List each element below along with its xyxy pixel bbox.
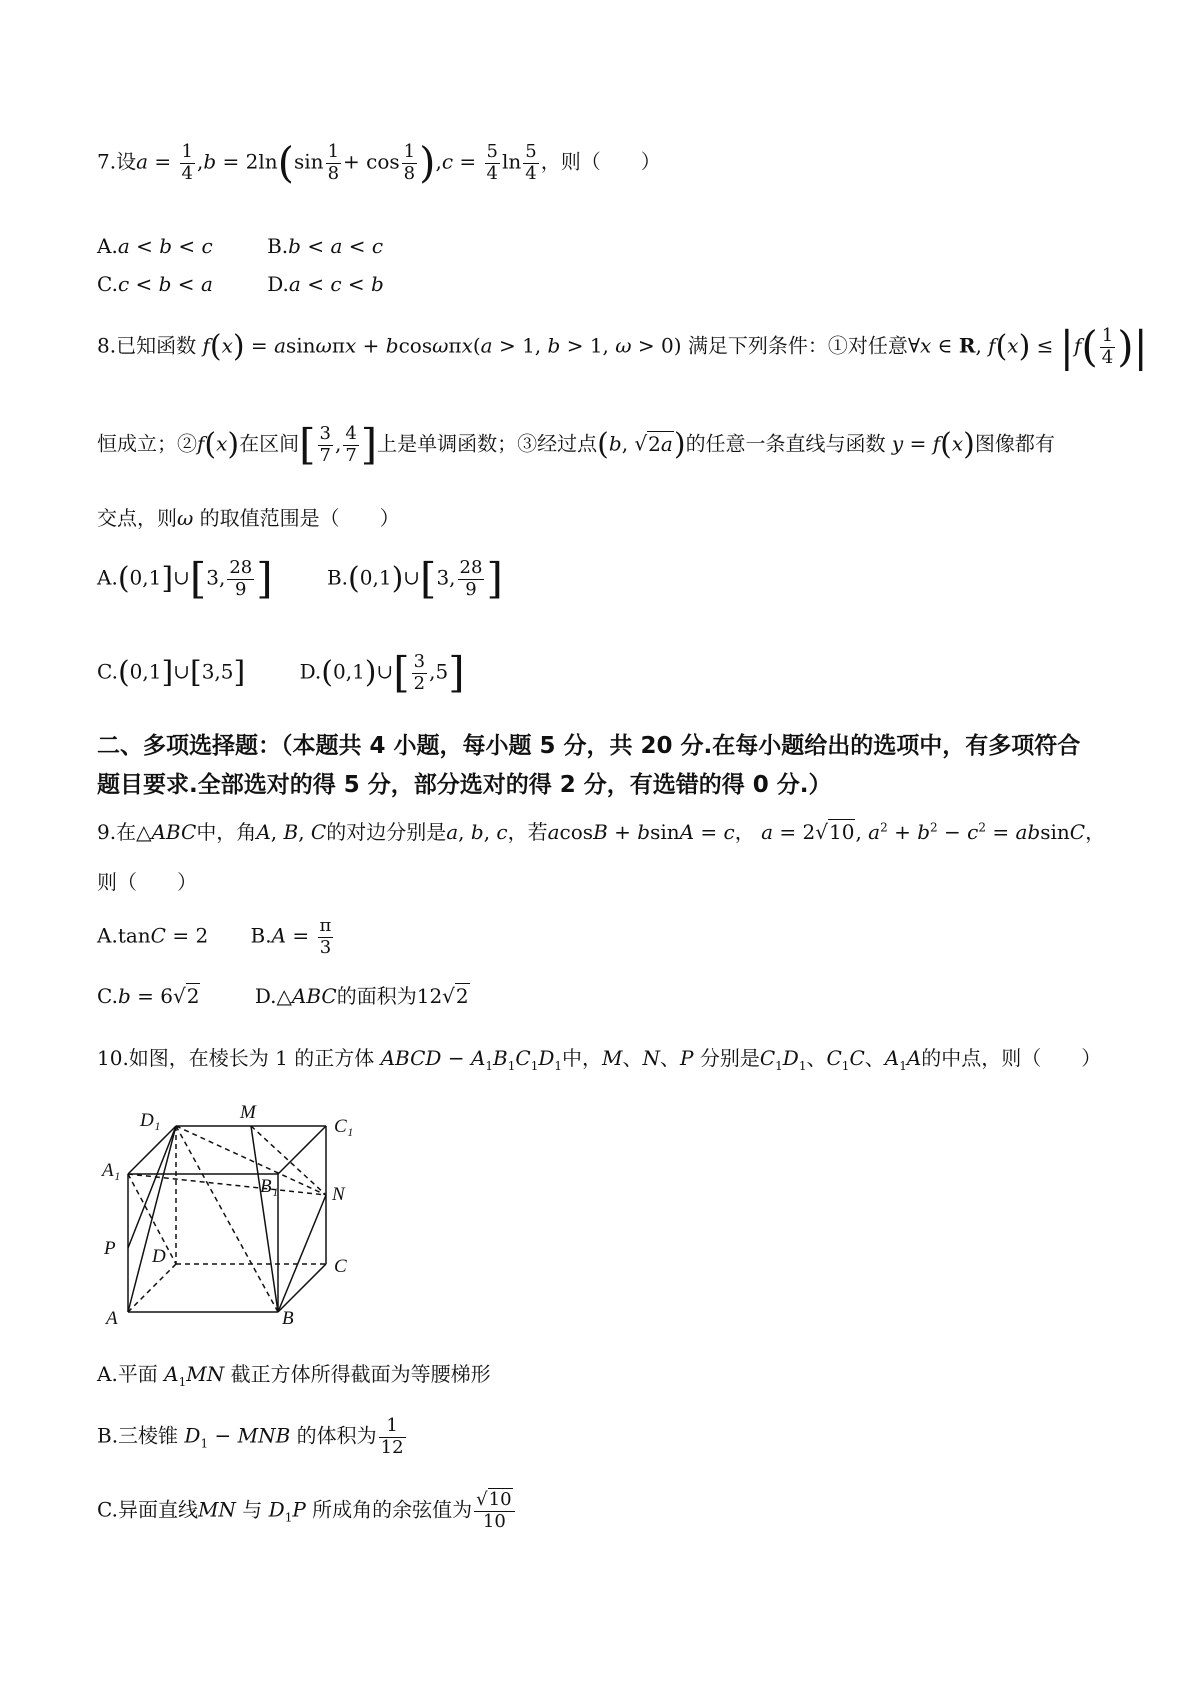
q10-option-a: A.平面 $A_1MN$ 截正方体所得截面为等腰梯形 (97, 1362, 491, 1389)
line-ad1 (128, 1126, 176, 1312)
q9-options-row1: A.tanC = 2 B.A = $\frac{\pi}{3}$ (97, 915, 332, 958)
section-heading-line1: 二、多项选择题：（本题共 4 小题，每小题 5 分，共 20 分.在每小题给出的选项中，有多项符合 (97, 733, 1081, 759)
label-m: M (240, 1102, 256, 1123)
label-d1: D₁ (140, 1110, 161, 1131)
edge-a1d1 (128, 1126, 176, 1174)
line-bn (278, 1195, 326, 1312)
edge-c1b1 (278, 1126, 326, 1174)
line-d1b (176, 1126, 278, 1312)
q10-stem: 10.如图，在棱长为 1 的正方体 ABCD − $A_1B_1C_1D_1$中，M、N、P 分别是$C_1D_1$、$C_1C$、$A_1A$的中点，则（ ） (97, 1046, 1102, 1073)
edge-da (128, 1264, 176, 1312)
label-a1: A₁ (102, 1160, 121, 1181)
label-c1: C₁ (334, 1116, 354, 1137)
label-p: P (104, 1238, 116, 1259)
line-d1n (176, 1126, 326, 1195)
label-b: B (282, 1308, 294, 1329)
q7-options-row2: C.c < b < a D.a < c < b (97, 272, 384, 296)
edge-bc (278, 1264, 326, 1312)
q7-options-row1: A.a < b < c B.b < a < c (97, 234, 384, 258)
q10-option-c: C.异面直线MN 与 $D_1P$ 所成角的余弦值为 $\frac{√10}{10}$ (97, 1490, 517, 1532)
label-a: A (106, 1308, 118, 1329)
line-pd1 (128, 1126, 176, 1248)
q9-options-row2: C.b = 6√2 D.△ABC的面积为12√2 (97, 984, 469, 1008)
q10-option-b: B.三棱锥 $D_1$ − MNB 的体积为 $\frac{1}{12}$ (97, 1415, 404, 1458)
q8-options-row2: C.(0,1]∪[3,5] D.(0,1)∪[ $\frac{3}{2}$ ,5] (97, 648, 465, 698)
section-heading-line2: 题目要求.全部选对的得 5 分，部分选对的得 2 分，有选错的得 0 分.） (97, 772, 832, 798)
label-d: D (152, 1246, 166, 1267)
q8-options-row1: A.(0,1]∪[3, $\frac{28}{9}$ ] B.(0,1)∪[3, $\frac{28}{9}$ ] (97, 554, 503, 604)
q8-stem-line3: 交点，则ω 的取值范围是（ ） (97, 506, 400, 530)
q8-stem-line1: 8.已知函数 f(x) = asinωπx + bcosωπx(a > 1, b > 1, ω > 0) 满足下列条件：①对任意∀x ∈ R, f(x) ≤ |f( $\frac{1}{4}$ )| (97, 322, 1148, 372)
q8-stem-line2: 恒成立；②f(x)在区间[ $\frac{3}{7}$ , $\frac{4}{7}$ ]上是单调函数；③经过点(b, √2a)的任意一条直线与函数 y = f(x)图像都有 (97, 420, 1055, 470)
label-c: C (334, 1256, 347, 1277)
label-n: N (332, 1184, 345, 1205)
line-bm (251, 1126, 278, 1312)
line-a1n (128, 1174, 326, 1195)
q7-stem: 7.设a = $\frac{1}{4}$ ,b = 2ln(sin $\frac{1}{8}$ + cos $\frac{1}{8}$ ),c = $\frac{5}{4}$ ln $\frac{5}{4}$ ，则（ ） (97, 138, 661, 188)
label-b1: B₁ (260, 1176, 279, 1197)
q9-stem-line2: 则（ ） (97, 870, 197, 894)
q9-stem-line1: 9.在△ABC中，角A, B, C的对边分别是a, b, c，若acosB + bsinA = c， a = 2√10, $a^2 + b^2 - c^2 = absinC$， (97, 820, 1106, 844)
cube-figure (100, 1090, 370, 1330)
